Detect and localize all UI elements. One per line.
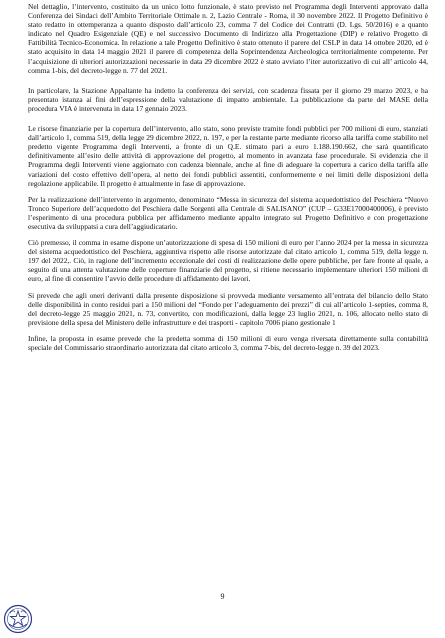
page-number: 9 <box>220 592 225 601</box>
document-body <box>28 2 428 359</box>
paragraph-4: Per la realizzazione dell’intervento in argomento, denominato “Messa in sicurezza del sistema acquedottistico del Peschiera “Nuovo Tronco Superiore dell’acquedotto del Peschiera dalle Sorgenti alla Centrale di SALISANO” (CUP – G33E17000400006), è previsto l’esperimento di una procedura pubblica per affidamento mediante appalto integrato sul Progetto Definitivo e con progettazione esecutiva da sviluppatsi a cura dell’aggiudicatario. <box>28 194 428 231</box>
paragraph-7: Infine, la proposta in esame prevede che la predetta somma di 150 milioni di euro venga riversata direttamente sulla contabilità speciale del Commissario straordinario autorizzata dal citato articolo 3, comma 7-bis, del decreto-legge n. 39 del 2023. <box>28 333 428 352</box>
paragraph-2: In particolare, la Stazione Appaltante ha indetto la conferenza dei servizi, con scadenza fissata per il giorno 29 marzo 2023, e ha presentato istanza ai fini dell’espressione della valutazione di impatto ambientale. La pubblicazione da parte del MASE della procedura VIA è intervenuta in data 17 gennaio 2023. <box>28 85 428 113</box>
paragraph-6: Si prevede che agli oneri derivanti dalla presente disposizione si provveda mediante versamento all’entrata del bilancio dello Stato delle disponibilità in conto residui pari a 150 milioni del “Fondo per l’adeguamento dei prezzi” di cui all’articolo 1-septies, comma 8, del decreto-legge 25 maggio 2021, n. 73, convertito, con modificazioni, dalla legge 23 luglio 2021, n. 106, allocato nello stato di previsione della spesa del Ministero delle infrastrutture e dei trasporti - capitolo 7006 piano gestionale 1 <box>28 290 428 327</box>
paragraph-1: Nel dettaglio, l’intervento, costituito da un unico lotto funzionale, è stato previsto nel Programma degli Interventi approvato dalla Conferenza dei Sindaci dell’Ambito Territoriale Ottimale n. 2, Lazio Centrale - Roma, il 30 novembre 2022. Il Progetto Definitivo è stato redatto in ottemperanza a quanto disposto dall’articolo 23, comma 7 del Codice dei Contratti (D. Lgs. 50/2016) e a quanto indicato nel Quadro Esigenziale (QE) e nel successivo Documento di Indirizzo alla Progettazione (DIP) e relativo Progetto di Fattibilità Tecnico-Economica. In relazione a tale Progetto Definitivo è stato ottenuto il parere del CSLP in data 14 ottobre 2020, ed è stato acquisito in data 14 maggio 2021 il parere di competenza della Soprintendenza Archeologica territorialmente competente. Per l’acquisizione di ulteriori autorizzazioni necessarie in data 29 dicembre 2022 è stato avviato l’iter autorizzativo di cui all’ articolo 44, comma 1-bis, del decreto-legge n. 77 del 2021. <box>28 2 428 75</box>
paragraph-5: Ciò premesso, il comma in esame dispone un’autorizzazione di spesa di 150 milioni di euro per l’anno 2024 per la messa in sicurezza del sistema acquedottistico del Peschiera, aggiuntiva rispetto alle risorse autorizzate dal citato articolo 1, comma 519, della legge n. 197 del 2022,. Ciò, in ragione dell’incremento eccezionale dei costi di realizzazione delle opere pubbliche, per fare fronte al quale, a seguito di una attenta valutazione delle coperture finanziarie del progetto, si ritiene necessario implementare ulteriori 150 milioni di euro, al fine di consentire l’avvio delle procedure di affidamento dei lavori. <box>28 238 428 284</box>
italian-republic-emblem-icon <box>3 604 33 634</box>
emblem-graphic <box>3 604 33 634</box>
paragraph-3: Le risorse finanziarie per la copertura dell’intervento, allo stato, sono previste tramite fondi pubblici per 700 milioni di euro, stanziati dall’articolo 1, comma 519, della legge 29 dicembre 2022, n. 197, e per la restante parte mediante ricorso alla tariffa come stabilito nel predetto vigente Programma degli Interventi, a fronte di un Q.E. stimato pari a euro 1.188.190.662, che sarà quantificato definitivamente all’esito delle attività di approvazione del progetto, al momento in avanzata fase procedurale. Si evidenzia che il Programma degli Interventi viene aggiornato con cadenza biennale, anche al fine di adeguare la copertura a carico della tariffa alle variazioni del costo effettivo dell’opera, al netto dei fondi pubblici assentiti, conformemente e nei limiti delle disposizioni della regolazione applicabile. Il progetto è attualmente in fase di approvazione. <box>28 124 428 188</box>
